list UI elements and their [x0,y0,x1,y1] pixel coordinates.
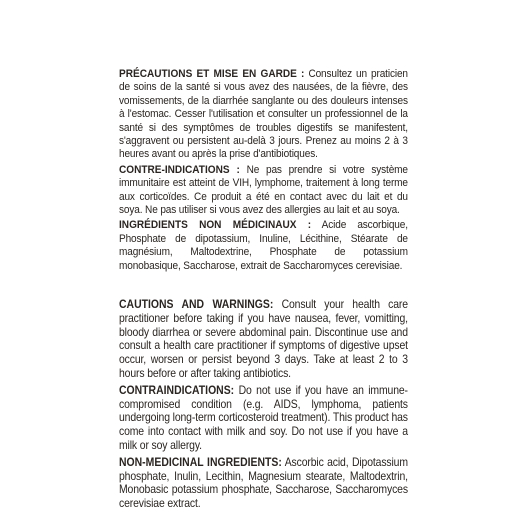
english-section [119,298,408,511]
cautions-en-heading: CAUTIONS AND WARNINGS: [119,298,274,312]
ingredients-fr-heading: INGRÉDIENTS NON MÉDICINAUX : [119,219,312,232]
ingredients-en-heading: NON-MEDICINAL INGREDIENTS: [119,455,282,469]
contraindications-fr-heading: CONTRE-INDICATIONS : [119,163,240,176]
ingredients-fr-text: Acide ascorbique, Phosphate de dipotassium, Inuline, Lécithine, Stéarate de magnésium, Maltodextrine, Phosphate de potassium monobasique, Saccharose, extrait de Saccharomyces cerevisiae. [119,219,408,272]
contraindications-fr [119,164,408,218]
precautions-fr-heading: PRÉCAUTIONS ET MISE EN GARDE : [119,68,305,80]
ingredients-fr [119,219,408,273]
cautions-en [119,298,408,381]
contraindications-en [119,384,408,453]
contraindications-en-heading: CONTRAINDICATIONS: [119,383,235,397]
precautions-fr [119,68,408,162]
contraindications-fr-text: Ne pas prendre si votre système immunitaire est atteint de VIH, lymphome, traitement à long terme aux corticoïdes. Ce produit a été en contact avec du lait et du soya. Ne pas utiliser si vous avez des allergies au lait et au soya. [119,163,408,217]
cautions-en-text: Consult your health care practitioner before taking if you have nausea, fever, vomitting, bloody diarrhea or severe abdominal pain. Discontinue use and consult a health care practitioner if symptoms of digestive upset occur, worsen or persist beyond 3 days. Take at least 2 to 3 hours before or after taking antibiotics. [119,298,408,381]
french-section [119,68,408,273]
contraindications-en-text: Do not use if you have an immune-compromised condition (e.g. AIDS, lymphoma, patients undergoing long-term corticosteroid treatment). This product has come into contact with milk and soy. Do not use if you have a milk or soy allergy. [119,383,408,453]
product-label-text [119,68,408,514]
ingredients-en [119,456,408,511]
precautions-fr-text: Consultez un praticien de soins de la santé si vous avez des nausées, de la fièvre, des vomissements, de la diarrhée sanglante ou des douleurs intenses à l'estomac. Cesser l'utilisation et consulter un professionnel de la santé si des symptômes de troubles digestifs se manifestent, s'aggravent ou persistent au-delà 3 jours. Prenez au moins 2 à 3 heures avant ou après la prise d'antibiotiques. [119,68,408,161]
ingredients-en-text: Ascorbic acid, Dipotassium phosphate, Inulin, Lecithin, Magnesium stearate, Maltodextrin, Monobasic potassium phosphate, Saccharose, Saccharomyces cerevisiae extract. [119,455,408,511]
